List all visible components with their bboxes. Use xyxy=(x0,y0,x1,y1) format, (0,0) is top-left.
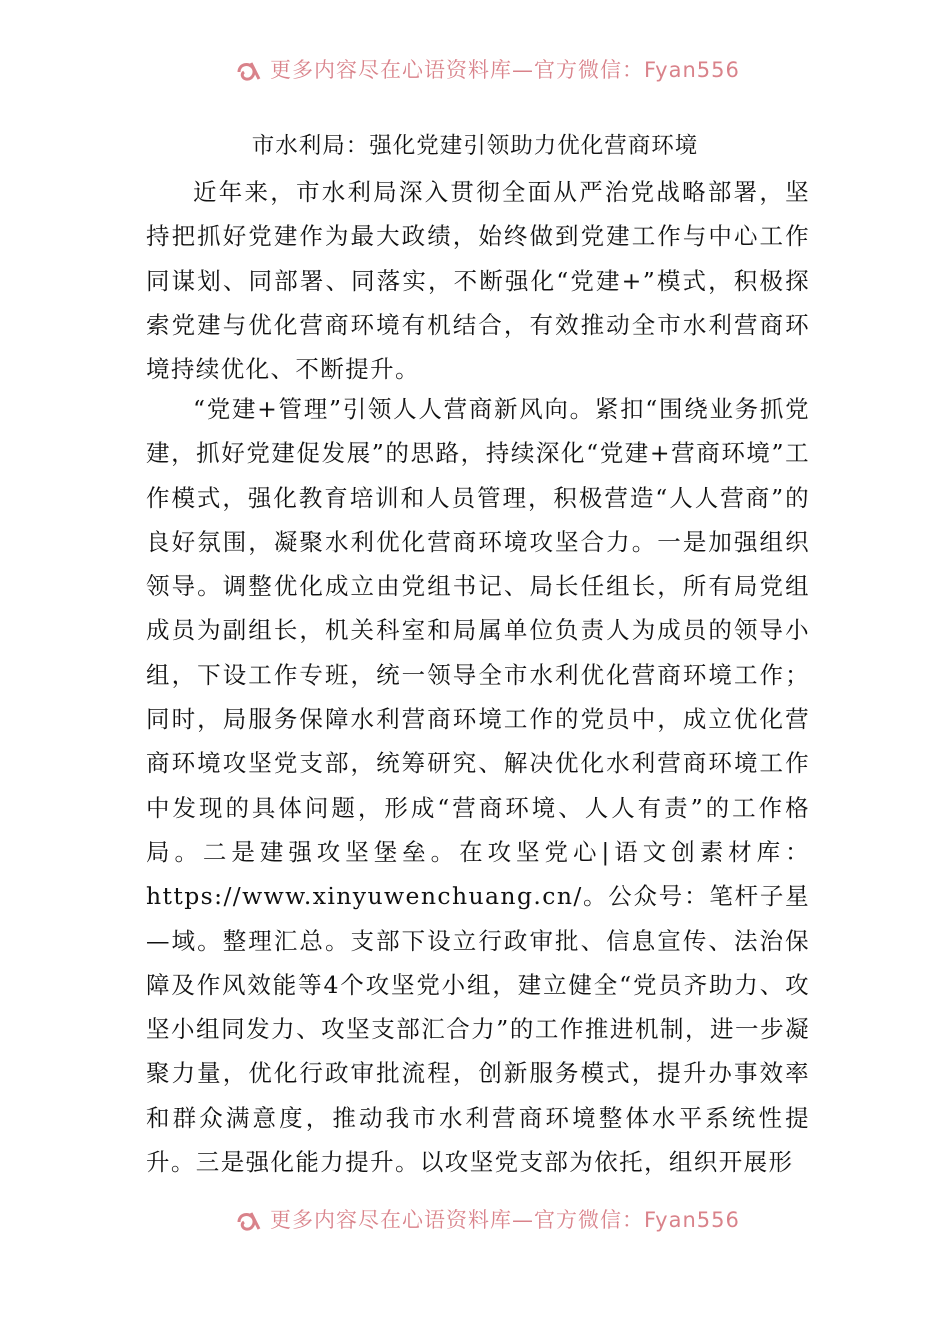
watermark-text: 更多内容尽在心语资料库—官方微信：Fyan556 xyxy=(270,1208,740,1232)
watermark-logo-icon xyxy=(236,59,264,83)
paragraph-intro: 近年来，市水利局深入贯彻全面从严治党战略部署，坚持把抓好党建作为最大政绩，始终做到党建工作与中心工作同谋划、同部署、同落实，不断强化“党建+”模式，积极探索党建与优化营商环境有机结合，有效推动全市水利营商环境持续优化、不断提升。 xyxy=(146,178,810,384)
watermark-header xyxy=(0,56,950,86)
watermark-footer xyxy=(0,1206,950,1236)
watermark-logo-icon xyxy=(236,1209,264,1233)
watermark-text: 更多内容尽在心语资料库—官方微信：Fyan556 xyxy=(270,58,740,82)
paragraph-party-management: “党建+管理”引领人人营商新风向。紧扣“围绕业务抓党建，抓好党建促发展”的思路，持续深化“党建+营商环境”工作模式，强化教育培训和人员管理，积极营造“人人营商”的良好氛围，凝聚水利优化营商环境攻坚合力。一是加强组织领导。调整优化成立由党组书记、局长任组长，所有局党组成员为副组长，机关科室和局属单位负责人为成员的领导小组，下设工作专班，统一领导全市水利优化营商环境工作；同时，局服务保障水利营商环境工作的党员中，成立优化营商环境攻坚党支部，统筹研究、解决优化水利营商环境工作中发现的具体问题，形成“营商环境、人人有责”的工作格局。二是建强攻坚堡垒。在攻坚党心|语文创素材库：https://www.xinyuwenchuang.cn/。公众号：笔杆子星—域。整理汇总。支部下设立行政审批、信息宣传、法治保障及作风效能等4个攻坚党小组，建立健全“党员齐助力、攻坚小组同发力、攻坚支部汇合力”的工作推进机制，进一步凝聚力量，优化行政审批流程，创新服务模式，提升办事效率和群众满意度，推动我市水利营商环境整体水平系统性提升。三是强化能力提升。以攻坚党支部为依托，组织开展形 xyxy=(146,395,810,1177)
document-title: 市水利局：强化党建引领助力优化营商环境 xyxy=(251,133,699,159)
